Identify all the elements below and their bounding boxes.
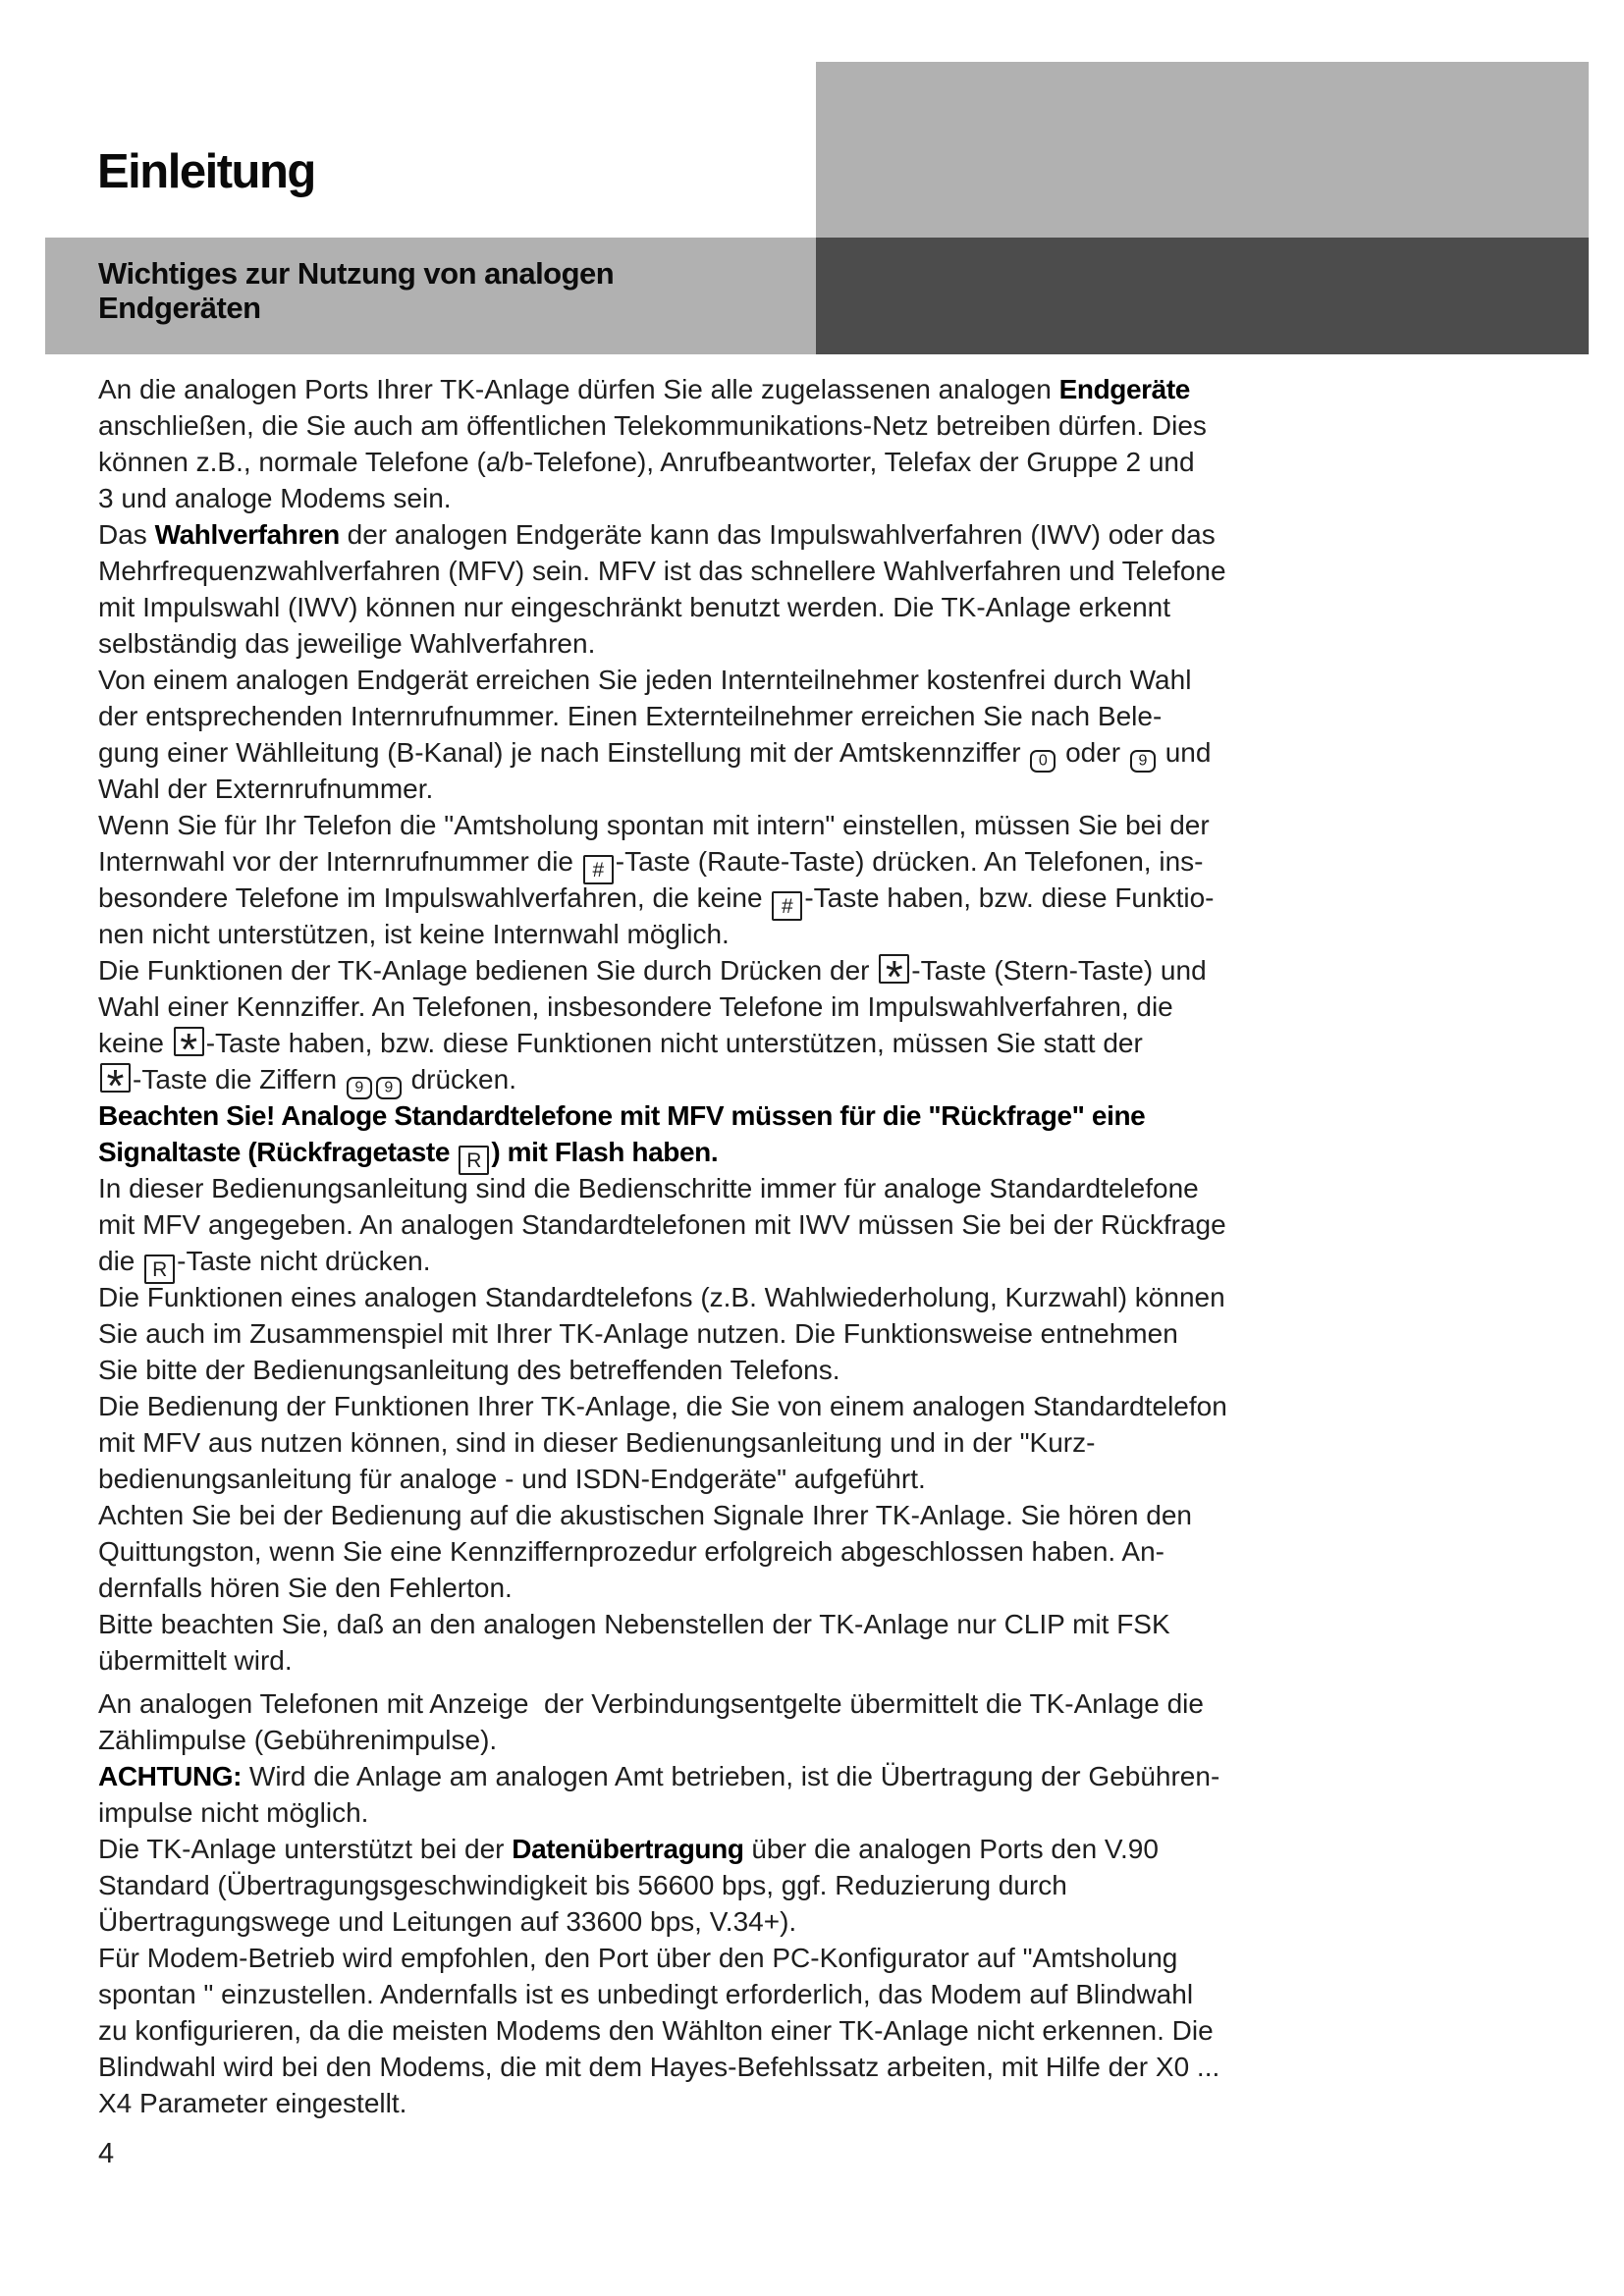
body-run: Die Funktionen der TK-Anlage bedienen Sie durch Drücken der: [98, 955, 878, 986]
body-run: -Taste nicht drücken.: [177, 1246, 431, 1276]
body-run: gung einer Wählleitung (B-Kanal) je nach Einstellung mit der Amtskennziffer: [98, 737, 1029, 768]
body-line: [98, 625, 1532, 662]
body-line: [98, 1497, 1532, 1533]
body-line: [98, 698, 1532, 734]
body-run: Von einem analogen Endgerät erreichen Sie jeden Internteilnehmer kostenfrei durch Wahl: [98, 665, 1192, 695]
keycap-glyph: *: [106, 1060, 125, 1111]
body-line: [98, 480, 1532, 516]
body-line: [98, 1060, 1532, 1111]
section-heading-block: [45, 238, 816, 354]
body-text: [98, 371, 1532, 2121]
body-line: [98, 1940, 1532, 1976]
body-run: bedienungsanleitung für analoge - und ISDN-Endgeräte" aufgeführt.: [98, 1464, 926, 1494]
keycap-star-icon: [100, 1060, 131, 1111]
body-line: [98, 2012, 1532, 2049]
body-line: [98, 553, 1532, 589]
body-run: Internwahl vor der Internrufnummer die: [98, 846, 581, 877]
keycap-glyph: 9: [384, 1079, 394, 1096]
body-run: X4 Parameter eingestellt.: [98, 2088, 407, 2118]
keycap-glyph: *: [885, 951, 903, 1002]
keycap-9-icon: [376, 1077, 402, 1099]
body-line: [98, 662, 1532, 698]
body-line: [98, 807, 1532, 843]
body-run: über die analogen Ports den V.90: [743, 1834, 1159, 1864]
body-line: [98, 1642, 1532, 1679]
body-run: Die Bedienung der Funktionen Ihrer TK-Anlage, die Sie von einem analogen Standardtelefon: [98, 1391, 1227, 1421]
body-run: Wird die Anlage am analogen Amt betrieben, ist die Übertragung der Gebühren-: [242, 1761, 1220, 1791]
body-run: oder: [1057, 737, 1128, 768]
keycap-glyph: R: [466, 1149, 482, 1172]
body-run: An analogen Telefonen mit Anzeige der Verbindungsentgelte übermittelt die TK-Anlage die: [98, 1688, 1204, 1719]
body-run: mit Impulswahl (IWV) können nur eingeschränkt benutzt werden. Die TK-Anlage erkennt: [98, 592, 1171, 622]
body-run: Wahl einer Kennziffer. An Telefonen, insbesondere Telefone im Impulswahlverfahren, die: [98, 991, 1173, 1022]
body-line: [98, 1424, 1532, 1461]
body-run: Sie auch im Zusammenspiel mit Ihrer TK-Anlage nutzen. Die Funktionsweise entnehmen: [98, 1318, 1178, 1349]
body-line: [98, 916, 1532, 952]
body-line: [98, 1685, 1532, 1722]
body-bold-text: Signaltaste (Rückfragetaste: [98, 1137, 458, 1167]
body-run: mit MFV angegeben. An analogen Standardtelefonen mit IWV müssen Sie bei der Rückfrage: [98, 1209, 1226, 1240]
body-run: keine: [98, 1028, 172, 1058]
body-line: [98, 516, 1532, 553]
body-line: [98, 771, 1532, 807]
body-run: Die TK-Anlage unterstützt bei der: [98, 1834, 513, 1864]
keycap-star-icon: [879, 951, 909, 1002]
keycap-hash-icon: [772, 891, 802, 921]
body-run: und: [1157, 737, 1212, 768]
body-run: Wenn Sie für Ihr Telefon die "Amtsholung spontan mit intern" einstellen, müssen Sie bei der: [98, 810, 1210, 840]
body-run: anschließen, die Sie auch am öffentlichen Telekommunikations-Netz betreiben dürfen. Dies: [98, 410, 1207, 441]
body-line: [98, 1024, 1532, 1075]
keycap-glyph: #: [782, 895, 793, 918]
body-run: Standard (Übertragungsgeschwindigkeit bis 56600 bps, ggf. Reduzierung durch: [98, 1870, 1067, 1900]
body-line: [98, 951, 1532, 1002]
body-line: [98, 880, 1532, 916]
body-run: -Taste haben, bzw. diese Funktionen nicht unterstützen, müssen Sie statt der: [205, 1028, 1143, 1058]
body-run: Sie bitte der Bedienungsanleitung des betreffenden Telefons.: [98, 1355, 840, 1385]
body-line: [98, 843, 1532, 880]
keycap-glyph: R: [152, 1258, 168, 1281]
body-run: Zählimpulse (Gebührenimpulse).: [98, 1725, 498, 1755]
body-run: Das: [98, 519, 155, 550]
body-run: Bitte beachten Sie, daß an den analogen Nebenstellen der TK-Anlage nur CLIP mit FSK: [98, 1609, 1170, 1639]
body-run: spontan " einzustellen. Andernfalls ist es unbedingt erforderlich, das Modem auf Blindwahl: [98, 1979, 1194, 2009]
page-number: 4: [98, 2138, 115, 2169]
body-run: Mehrfrequenzwahlverfahren (MFV) sein. MFV ist das schnellere Wahlverfahren und Telefone: [98, 556, 1226, 586]
body-line: [98, 1243, 1532, 1279]
body-line: [98, 1867, 1532, 1903]
body-run: können z.B., normale Telefone (a/b-Telefone), Anrufbeantworter, Telefax der Gruppe 2 und: [98, 447, 1195, 477]
body-bold-text: ACHTUNG:: [98, 1761, 243, 1791]
body-run: Achten Sie bei der Bedienung auf die akustischen Signale Ihrer TK-Anlage. Sie hören den: [98, 1500, 1192, 1530]
body-run: die: [98, 1246, 143, 1276]
body-line: [98, 1606, 1532, 1642]
body-bold-text: Datenübertragung: [512, 1834, 744, 1864]
body-run: drücken.: [403, 1064, 516, 1095]
body-run: nen nicht unterstützen, ist keine Internwahl möglich.: [98, 919, 730, 949]
body-line: [98, 1352, 1532, 1388]
body-line: [98, 1570, 1532, 1606]
body-run: übermittelt wird.: [98, 1645, 293, 1676]
keycap-star-icon: [174, 1024, 204, 1075]
body-line: [98, 1388, 1532, 1424]
body-run: -Taste die Ziffern: [133, 1064, 345, 1095]
keycap-glyph: 9: [1138, 752, 1148, 770]
body-line: [98, 407, 1532, 444]
body-run: dernfalls hören Sie den Fehlerton.: [98, 1573, 513, 1603]
body-line: [98, 1097, 1532, 1134]
body-bold-text: ) mit Flash haben.: [491, 1137, 719, 1167]
body-line: [98, 2085, 1532, 2121]
body-line: [98, 988, 1532, 1025]
top-right-gray-box: [816, 62, 1589, 238]
body-run: Blindwahl wird bei den Modems, die mit dem Hayes-Befehlssatz arbeiten, mit Hilfe der X0 ...: [98, 2052, 1220, 2082]
body-line: [98, 1903, 1532, 1940]
body-run: 3 und analoge Modems sein.: [98, 483, 452, 513]
body-run: Quittungston, wenn Sie eine Kennziffernprozedur erfolgreich abgeschlossen haben. An-: [98, 1536, 1164, 1567]
section-banner: [45, 238, 1589, 354]
body-line: [98, 371, 1532, 407]
keycap-9-icon: [347, 1077, 372, 1099]
page-title: Einleitung: [97, 144, 315, 198]
body-run: An die analogen Ports Ihrer TK-Anlage dürfen Sie alle zugelassenen analogen: [98, 374, 1059, 404]
body-run: mit MFV aus nutzen können, sind in dieser Bedienungsanleitung und in der "Kurz-: [98, 1427, 1096, 1458]
body-run: besondere Telefone im Impulswahlverfahren, die keine: [98, 882, 771, 913]
body-line: [98, 1279, 1532, 1315]
body-line: [98, 1758, 1532, 1794]
body-line: [98, 1976, 1532, 2012]
keycap-glyph: 0: [1038, 752, 1048, 770]
body-line: [98, 1533, 1532, 1570]
body-run: In dieser Bedienungsanleitung sind die Bedienschritte immer für analoge Standardtelefone: [98, 1173, 1199, 1203]
body-line: [98, 1794, 1532, 1831]
body-run: -Taste (Raute-Taste) drücken. An Telefonen, ins-: [615, 846, 1204, 877]
body-run: impulse nicht möglich.: [98, 1797, 369, 1828]
body-line: [98, 1315, 1532, 1352]
body-bold-text: Wahlverfahren: [154, 519, 340, 550]
body-run: der entsprechenden Internrufnummer. Einen Externteilnehmer erreichen Sie nach Bele-: [98, 701, 1163, 731]
body-run: Übertragungswege und Leitungen auf 33600 bps, V.34+).: [98, 1906, 797, 1937]
body-bold-text: Endgeräte: [1058, 374, 1190, 404]
banner-dark-block: [816, 238, 1589, 354]
body-line: [98, 589, 1532, 625]
keycap-glyph: *: [180, 1024, 198, 1075]
body-run: zu konfigurieren, da die meisten Modems den Wählton einer TK-Anlage nicht erkennen. Die: [98, 2015, 1214, 2046]
keycap-0-icon: [1030, 750, 1056, 773]
body-run: Für Modem-Betrieb wird empfohlen, den Port über den PC-Konfigurator auf "Amtsholung: [98, 1943, 1178, 1973]
body-run: der analogen Endgeräte kann das Impulswahlverfahren (IWV) oder das: [339, 519, 1216, 550]
keycap-glyph: 9: [354, 1079, 364, 1096]
body-bold-text: Beachten Sie! Analoge Standardtelefone mit MFV müssen für die "Rückfrage" eine: [98, 1100, 1146, 1131]
section-heading-line1: Wichtiges zur Nutzung von analogen: [98, 256, 615, 291]
body-line: [98, 1170, 1532, 1206]
body-run: selbständig das jeweilige Wahlverfahren.: [98, 628, 596, 659]
body-line: [98, 1461, 1532, 1497]
body-line: [98, 1722, 1532, 1758]
body-run: Die Funktionen eines analogen Standardtelefons (z.B. Wahlwiederholung, Kurzwahl) können: [98, 1282, 1225, 1312]
body-line: [98, 444, 1532, 480]
body-run: -Taste (Stern-Taste) und: [911, 955, 1207, 986]
body-line: [98, 734, 1532, 771]
body-line: [98, 1206, 1532, 1243]
body-line: [98, 1134, 1532, 1170]
keycap-9-icon: [1130, 750, 1156, 773]
body-run: Wahl der Externrufnummer.: [98, 774, 434, 804]
body-line: [98, 2049, 1532, 2085]
body-run: -Taste haben, bzw. diese Funktio-: [804, 882, 1215, 913]
keycap-glyph: #: [592, 859, 605, 881]
section-heading-line2: Endgeräten: [98, 291, 261, 325]
body-line: [98, 1831, 1532, 1867]
